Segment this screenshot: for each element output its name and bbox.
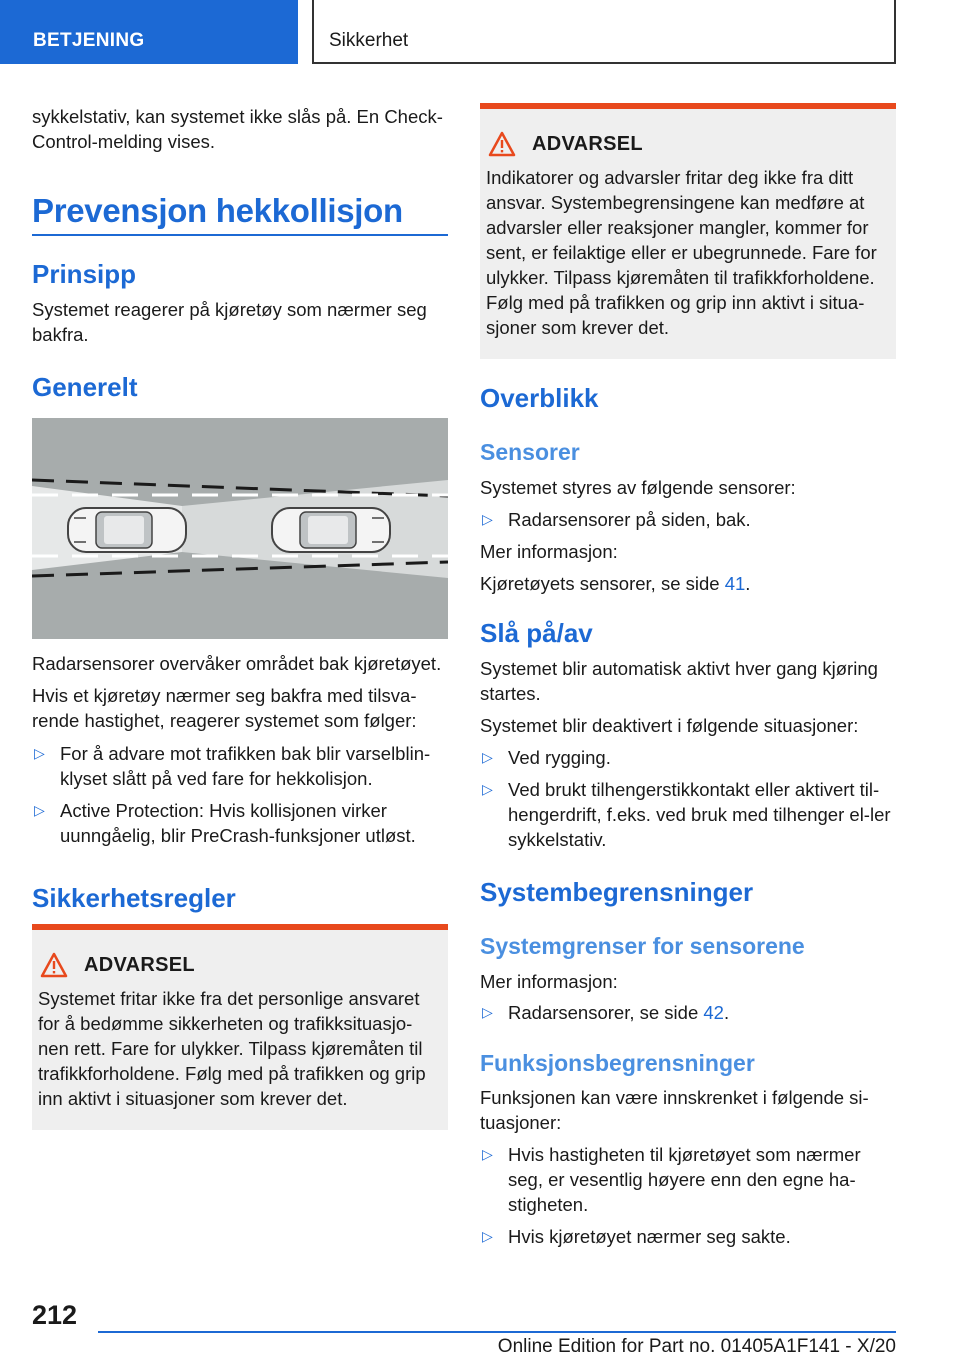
more-info-label: Mer informasjon: [480, 541, 618, 562]
safety-warning-box [32, 924, 448, 1130]
list-item: ▷ Radarsensorer, se side 42. [482, 1002, 730, 1023]
bullet-triangle-icon: ▷ [482, 511, 493, 527]
title-rule [32, 234, 448, 236]
warning-header [480, 127, 896, 161]
warning-text: Systemet fritar ikke fra det personlige ansvaret for å bedømme sikkerheten og trafikksituasjo-nen rett. Fare for ulykker. Tilpass kjøremåten til trafikkforholdene. Følg med på trafikken og grip inn aktivt i situasjoner som krever det. [38, 988, 426, 1109]
header-chapter-label: Sikkerhet [329, 30, 409, 51]
sensors-reference: Kjøretøyets sensorer, se side 41. [480, 573, 751, 594]
sensors-heading: Sensorer [480, 439, 580, 465]
general-text: Hvis et kjøretøy nærmer seg bakfra med tilsva-rende hastighet, reagerer systemet som følger: [32, 685, 417, 731]
page-title: Prevensjon hekkollisjon [32, 192, 403, 229]
footer-rule [98, 1331, 896, 1333]
limits-heading: Systembegrensninger [480, 877, 754, 907]
page-41-link[interactable]: 41 [724, 573, 746, 594]
list-item: ▷ For å advare mot trafikken bak blir varselblin-klyset slått på ved fare for hekkolisjon. [34, 743, 431, 789]
header-section-tab [0, 0, 298, 64]
bullet-triangle-icon: ▷ [34, 745, 45, 761]
indicator-warning-box [480, 103, 896, 359]
bullet-triangle-icon: ▷ [482, 1146, 493, 1162]
illustration-caption: Radarsensorer overvåker området bak kjøretøyet. [32, 653, 442, 674]
function-limits-text: Funksjonen kan være innskrenket i følgende si-tuasjoner: [480, 1087, 869, 1133]
bullet-triangle-icon: ▷ [482, 1004, 493, 1020]
bullet-triangle-icon: ▷ [482, 781, 493, 797]
list-item: ▷ Ved brukt tilhengerstikkontakt eller aktivert til-hengerdrift, f.eks. ved bruk med tilhenger el-ler sykkelstativ. [482, 779, 891, 850]
page-number: 212 [32, 1300, 78, 1330]
principle-heading: Prinsipp [32, 259, 137, 289]
list-item: ▷ Radarsensorer på siden, bak. [482, 509, 751, 530]
warning-label: ADVARSEL [84, 953, 195, 976]
warning-triangle-icon [488, 131, 516, 157]
page-42-link[interactable]: 42 [703, 1002, 724, 1023]
car-front-icon [272, 508, 390, 552]
sensors-bullet-list [480, 507, 896, 539]
bullet-triangle-icon: ▷ [34, 802, 45, 818]
onoff-text-1: Systemet blir automatisk aktivt hver gang kjøring startes. [480, 658, 878, 704]
function-limits-heading: Funksjonsbegrensninger [480, 1050, 755, 1076]
limits-more-info: Mer informasjon: [480, 971, 618, 992]
warning-label: ADVARSEL [532, 132, 643, 155]
general-bullet-list [32, 741, 448, 855]
car-rear-icon [68, 508, 186, 552]
radar-illustration [32, 418, 448, 639]
footer-edition: Online Edition for Part no. 01405A1F141 - X/20 [497, 1336, 896, 1357]
onoff-heading: Slå på/av [480, 618, 593, 648]
sensors-text: Systemet styres av følgende sensorer: [480, 477, 796, 498]
header-section-label: BETJENING [33, 30, 145, 51]
warning-triangle-icon [40, 952, 68, 978]
general-heading: Generelt [32, 372, 138, 402]
header-chapter-tab [312, 0, 896, 64]
radar-diagram [32, 418, 448, 639]
list-item: ▷ Active Protection: Hvis kollisjonen virker uunngåelig, blir PreCrash-funksjoner utløst. [34, 800, 416, 846]
safety-heading: Sikkerhetsregler [32, 883, 236, 913]
sensor-limits-list [480, 1000, 896, 1032]
warning-text: Indikatorer og advarsler fritar deg ikke fra ditt ansvar. Systembegrensingene kan medføre at advarsler eller reaksjoner mangler, kommer for sent, er feilaktige eller er ubegrunnede. Fare for ulykker. Tilpass kjøremåten til trafikkforholdene. Følg med på trafikken og grip inn aktivt i situa-sjoner som krever det. [486, 167, 877, 338]
list-item: ▷ Hvis hastigheten til kjøretøyet som nærmer seg, er vesentlig høyere enn den egne ha-stigheten. [482, 1144, 861, 1215]
warning-header [32, 948, 448, 982]
intro-text: sykkelstativ, kan systemet ikke slås på. En Check-Control-melding vises. [32, 106, 443, 152]
sensor-limits-heading: Systemgrenser for sensorene [480, 933, 805, 959]
bullet-triangle-icon: ▷ [482, 1228, 493, 1244]
principle-text: Systemet reagerer på kjøretøy som nærmer seg bakfra. [32, 299, 427, 345]
bullet-triangle-icon: ▷ [482, 749, 493, 765]
onoff-text-2: Systemet blir deaktivert i følgende situasjoner: [480, 715, 859, 736]
function-limits-list [480, 1142, 896, 1256]
onoff-bullet-list [480, 745, 896, 859]
list-item: ▷ Ved rygging. [482, 747, 611, 768]
list-item: ▷ Hvis kjøretøyet nærmer seg sakte. [482, 1226, 791, 1247]
overview-heading: Overblikk [480, 383, 599, 413]
